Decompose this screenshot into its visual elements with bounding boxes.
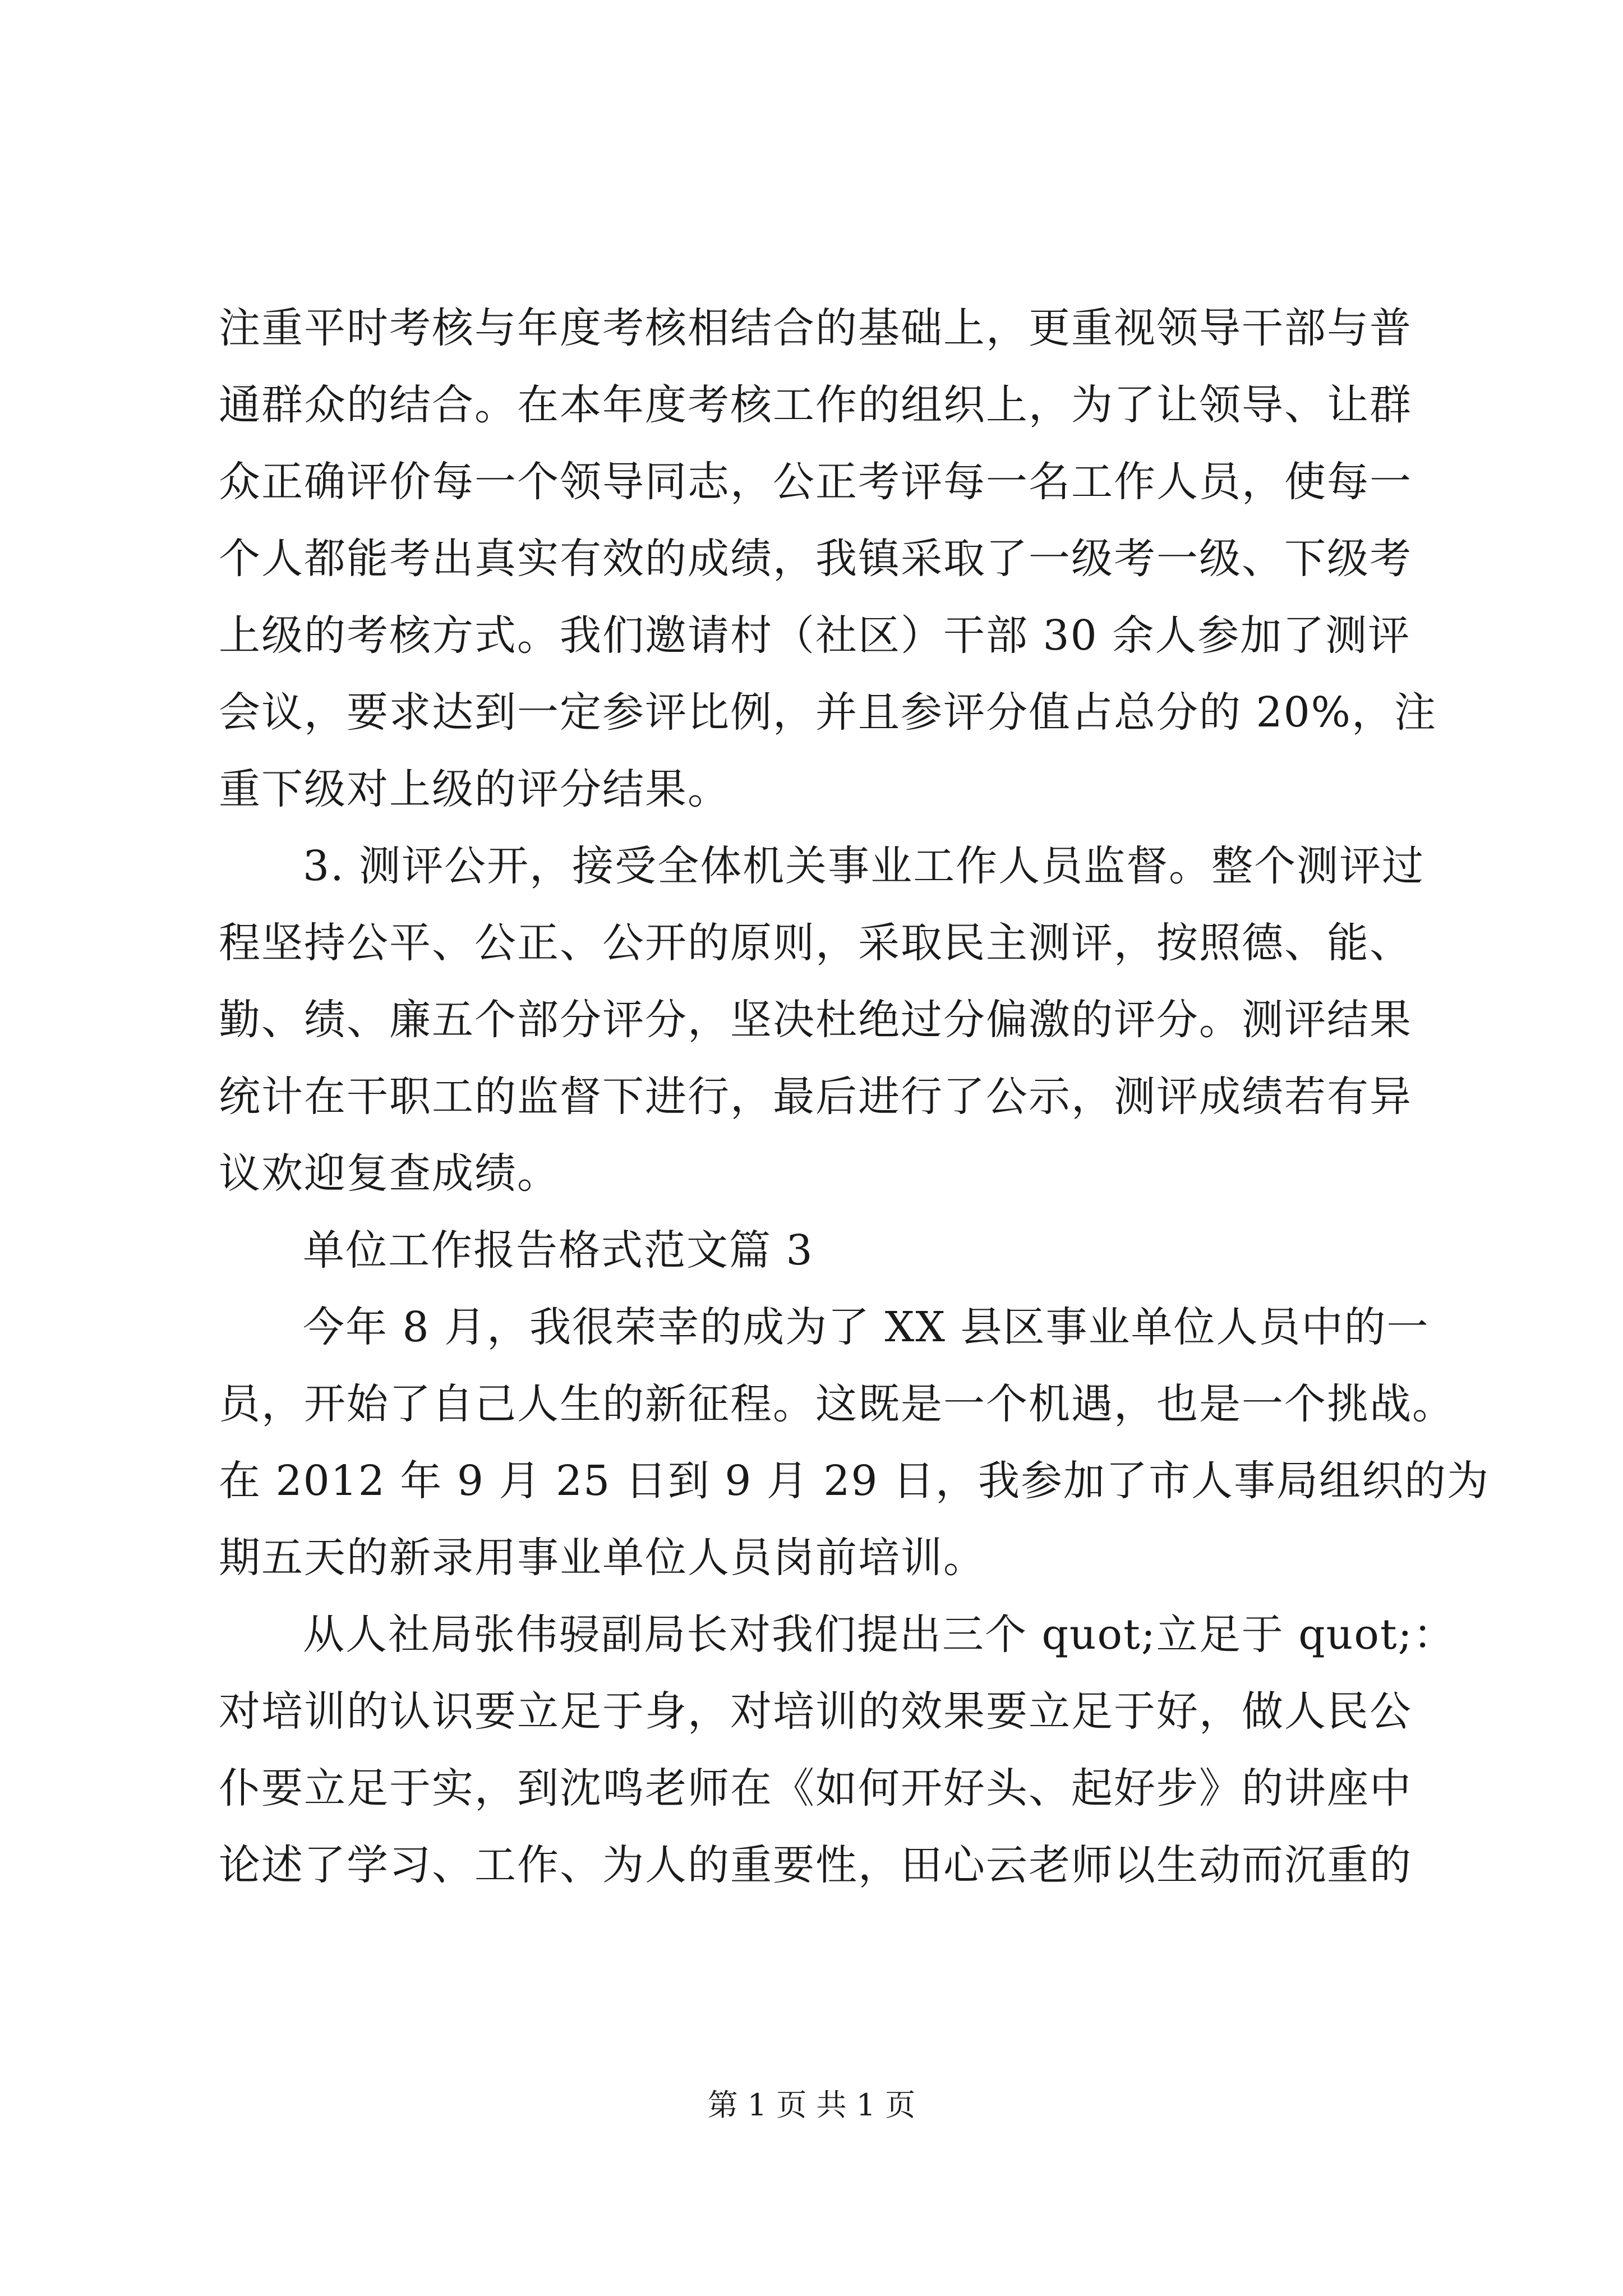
text-line: 对培训的认识要立足于身，对培训的效果要立足于好，做人民公 [219, 1687, 1412, 1736]
paragraph-start-line: 3. 测评公开，接受全体机关事业工作人员监督。整个测评过 [303, 842, 1425, 890]
text-line: 期五天的新录用事业单位人员岗前培训。 [219, 1534, 986, 1582]
text-line: 在 2012 年 9 月 25 日到 9 月 29 日，我参加了市人事局组织的为 [219, 1457, 1490, 1505]
text-line: 上级的考核方式。我们邀请村（社区）干部 30 余人参加了测评 [219, 611, 1411, 660]
text-line: 勤、绩、廉五个部分评分，坚决杜绝过分偏激的评分。测评结果 [219, 996, 1412, 1044]
paragraph-start-line: 从人社局张伟骎副局长对我们提出三个 quot;立足于 quot;： [303, 1611, 1456, 1659]
text-line: 重下级对上级的评分结果。 [219, 765, 730, 813]
text-line: 注重平时考核与年度考核相结合的基础上，更重视领导干部与普 [219, 304, 1412, 352]
paragraph-start-line: 今年 8 月，我很荣幸的成为了 XX 县区事业单位人员中的一 [303, 1303, 1430, 1351]
text-line: 会议，要求达到一定参评比例，并且参评分值占总分的 20%，注 [219, 688, 1437, 737]
text-line: 众正确评价每一个领导同志，公正考评每一名工作人员，使每一 [219, 458, 1412, 506]
text-line: 员，开始了自己人生的新征程。这既是一个机遇，也是一个挑战。 [219, 1380, 1455, 1428]
text-line: 统计在干职工的监督下进行，最后进行了公示，测评成绩若有异 [219, 1073, 1412, 1121]
text-line: 仆要立足于实，到沈鸣老师在《如何开好头、起好步》的讲座中 [219, 1764, 1412, 1812]
text-line: 论述了学习、工作、为人的重要性，田心云老师以生动而沉重的 [219, 1841, 1412, 1889]
text-line: 程坚持公平、公正、公开的原则，采取民主测评，按照德、能、 [219, 919, 1412, 967]
text-line: 通群众的结合。在本年度考核工作的组织上，为了让领导、让群 [219, 381, 1412, 429]
text-line: 个人都能考出真实有效的成绩，我镇采取了一级考一级、下级考 [219, 535, 1412, 583]
text-line: 议欢迎复查成绩。 [219, 1149, 560, 1198]
page-footer: 第 1 页 共 1 页 [707, 2087, 916, 2123]
section-heading: 单位工作报告格式范文篇 3 [303, 1226, 814, 1274]
